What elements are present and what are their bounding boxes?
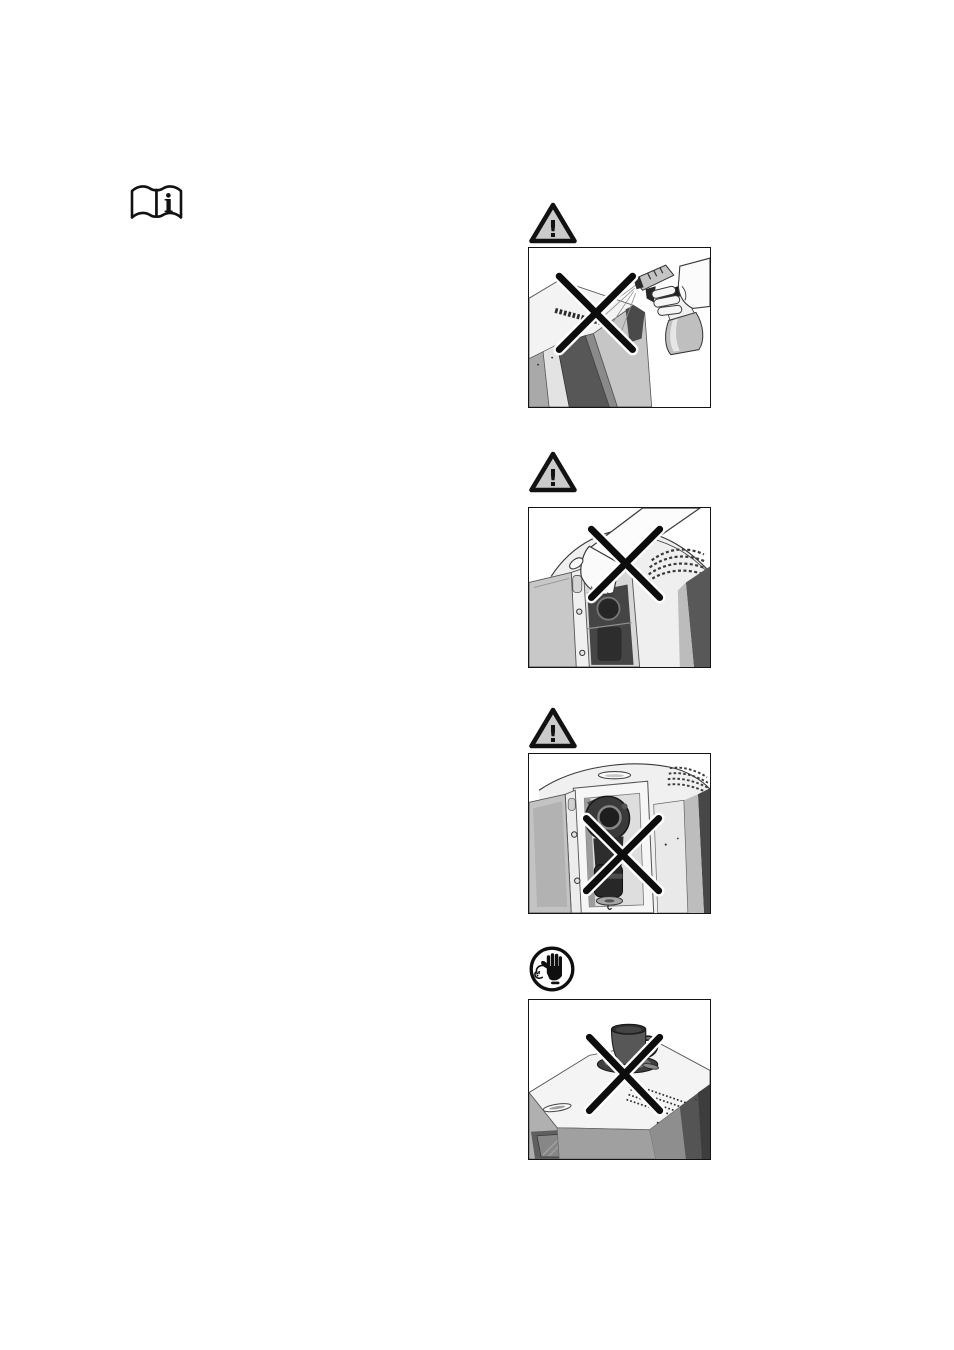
figure1-warning-marker <box>529 202 577 244</box>
illustration-no-reaching-inside <box>529 508 710 667</box>
consult-manual-symbol <box>127 181 186 224</box>
illustration-no-objects-on-top <box>529 1000 710 1159</box>
exclamation-glyph: ! <box>547 217 559 243</box>
warning-triangle-icon <box>529 451 577 493</box>
exclamation-glyph: ! <box>547 722 559 748</box>
info-glyph: i <box>163 189 174 218</box>
book-left-page <box>132 186 157 217</box>
illustration-no-touching-brew-unit <box>529 754 710 913</box>
hand-and-arm <box>651 258 710 316</box>
figure3-warning-marker <box>529 707 577 749</box>
stop-hand-face-icon <box>527 945 577 993</box>
figure2-panel <box>528 507 711 668</box>
open-book-info-icon <box>127 181 186 224</box>
figure1-panel <box>528 247 711 408</box>
exclamation-glyph: ! <box>547 466 559 492</box>
illustration-no-spraying <box>529 248 710 407</box>
figure3-panel <box>528 753 711 914</box>
warning-triangle-icon <box>529 202 577 244</box>
figure4-panel <box>528 999 711 1160</box>
warning-triangle-icon <box>529 707 577 749</box>
figure4-attention-marker <box>527 945 577 993</box>
brew-unit <box>597 598 619 620</box>
figure2-warning-marker <box>529 451 577 493</box>
